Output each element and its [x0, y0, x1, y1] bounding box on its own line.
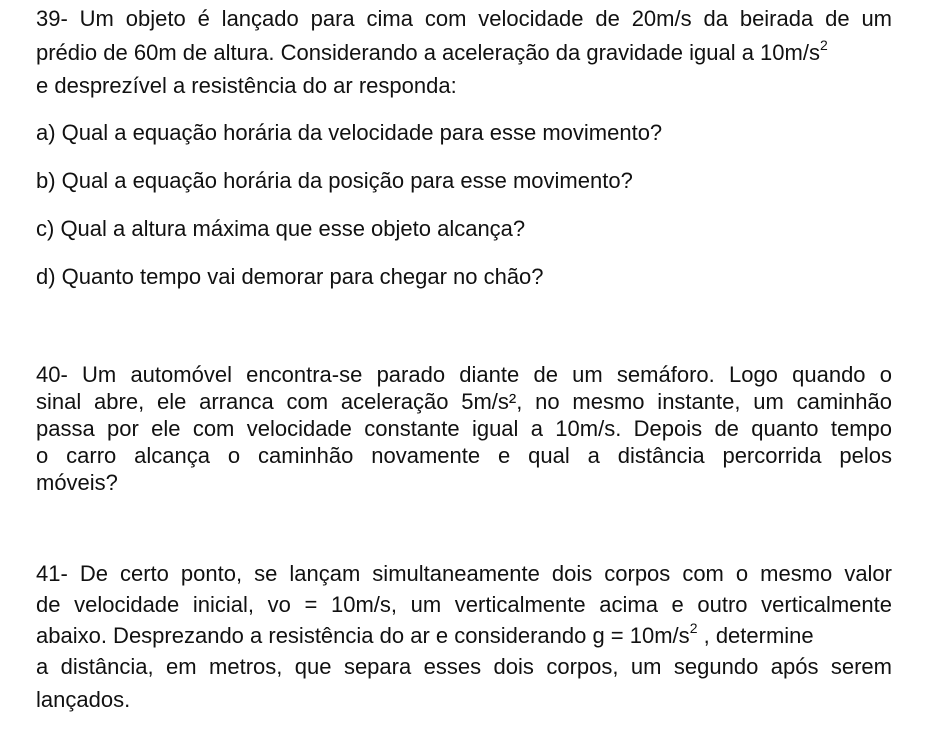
q41-line-4: a distância, em metros, que separa esses dois corpos, um segundo após serem [36, 654, 892, 679]
q41-line-5: lançados. [36, 687, 131, 712]
q40-line-2: sinal abre, ele arranca com aceleração 5m/s², no mesmo instante, um caminhão [36, 389, 892, 414]
q39-line-1: 39- Um objeto é lançado para cima com velocidade de 20m/s da beirada de um [36, 6, 892, 31]
q39-item-b: b) Qual a equação horária da posição para esse movimento? [36, 168, 633, 193]
q41-line-3-tail: , determine [697, 623, 814, 648]
q41-line-3 [36, 619, 892, 649]
q39-item-c: c) Qual a altura máxima que esse objeto alcança? [36, 216, 526, 241]
q41-line-3-text: abaixo. Desprezando a resistência do ar e considerando g = 10m/s [36, 623, 690, 648]
q40-line-1: 40- Um automóvel encontra-se parado diante de um semáforo. Logo quando o [36, 362, 892, 387]
q39-line-2 [36, 36, 892, 66]
q40-line-3: passa por ele com velocidade constante igual a 10m/s. Depois de quanto tempo [36, 416, 892, 441]
q39-item-d: d) Quanto tempo vai demorar para chegar no chão? [36, 264, 544, 289]
q40-line-4: o carro alcança o caminhão novamente e qual a distância percorrida pelos [36, 443, 892, 468]
q39-line-2-text: prédio de 60m de altura. Considerando a aceleração da gravidade igual a 10m/s [36, 40, 820, 65]
q39-item-a: a) Qual a equação horária da velocidade para esse movimento? [36, 120, 663, 145]
q41-line-3-superscript: 2 [689, 619, 698, 636]
q41-line-1: 41- De certo ponto, se lançam simultaneamente dois corpos com o mesmo valor [36, 561, 892, 586]
q40-line-5: móveis? [36, 470, 118, 495]
q39-line-3: e desprezível a resistência do ar responda: [36, 73, 457, 98]
q41-line-2: de velocidade inicial, vo = 10m/s, um verticalmente acima e outro verticalmente [36, 592, 892, 617]
q39-line-2-superscript: 2 [819, 36, 828, 53]
